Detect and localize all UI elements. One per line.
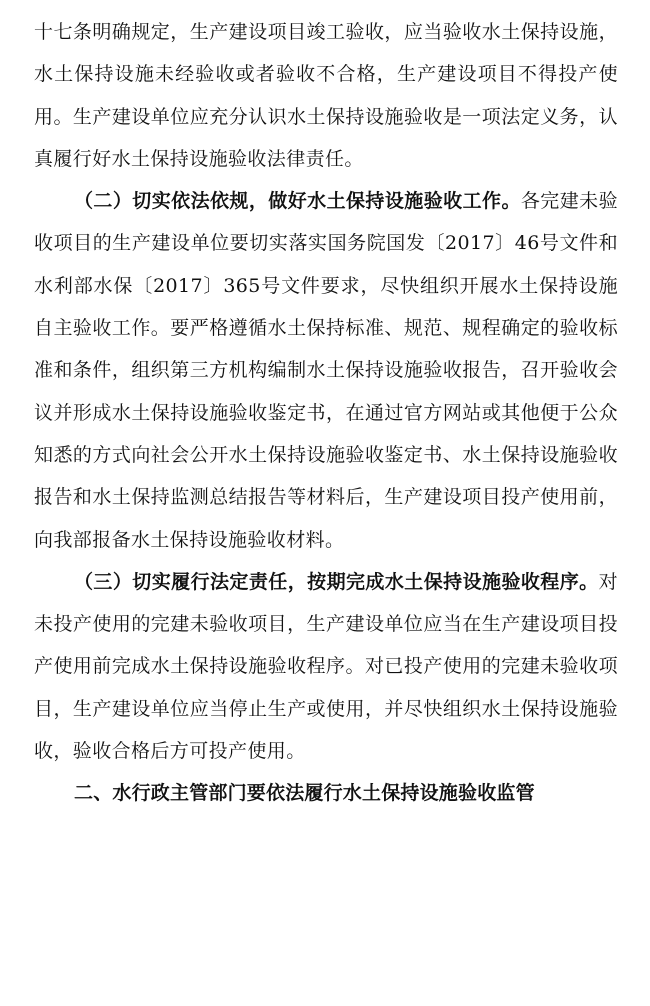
paragraph-section-3	[34, 561, 618, 772]
paragraph-text: 对未投产使用的完建未验收项目，生产建设单位应当在生产建设项目投产使用前完成水土保持设施验收程序。对已投产使用的完建未验收项目，生产建设单位应当停止生产或使用，并尽快组织水土保持设施验收，验收合格后方可投产使用。	[34, 570, 618, 763]
section-heading: 二、水行政主管部门要依法履行水土保持设施验收监管	[74, 782, 535, 805]
document-page	[34, 0, 618, 815]
paragraph-text: 十七条明确规定，生产建设项目竣工验收，应当验收水土保持设施，水土保持设施未经验收或者验收不合格，生产建设项目不得投产使用。生产建设单位应充分认识水土保持设施验收是一项法定义务，认真履行好水土保持设施验收法律责任。	[34, 21, 618, 170]
paragraph-text: 各完建未验收项目的生产建设单位要切实落实国务院国发〔2017〕46号文件和水利部水保〔2017〕365号文件要求，尽快组织开展水土保持设施自主验收工作。要严格遵循水土保持标准、规范、规程确定的验收标准和条件，组织第三方机构编制水土保持设施验收报告，召开验收会议并形成水土保持设施验收鉴定书，在通过官方网站或其他便于公众知悉的方式向社会公开水土保持设施验收鉴定书、水土保持设施验收报告和水土保持监测总结报告等材料后，生产建设项目投产使用前，向我部报备水土保持设施验收材料。	[34, 190, 618, 551]
paragraph-continuation	[34, 11, 618, 180]
paragraph-lead-heading: （二）切实依法依规，做好水土保持设施验收工作。	[74, 190, 521, 213]
paragraph-lead-heading: （三）切实履行法定责任，按期完成水土保持设施验收程序。	[74, 570, 599, 593]
paragraph-section-2	[34, 180, 618, 561]
